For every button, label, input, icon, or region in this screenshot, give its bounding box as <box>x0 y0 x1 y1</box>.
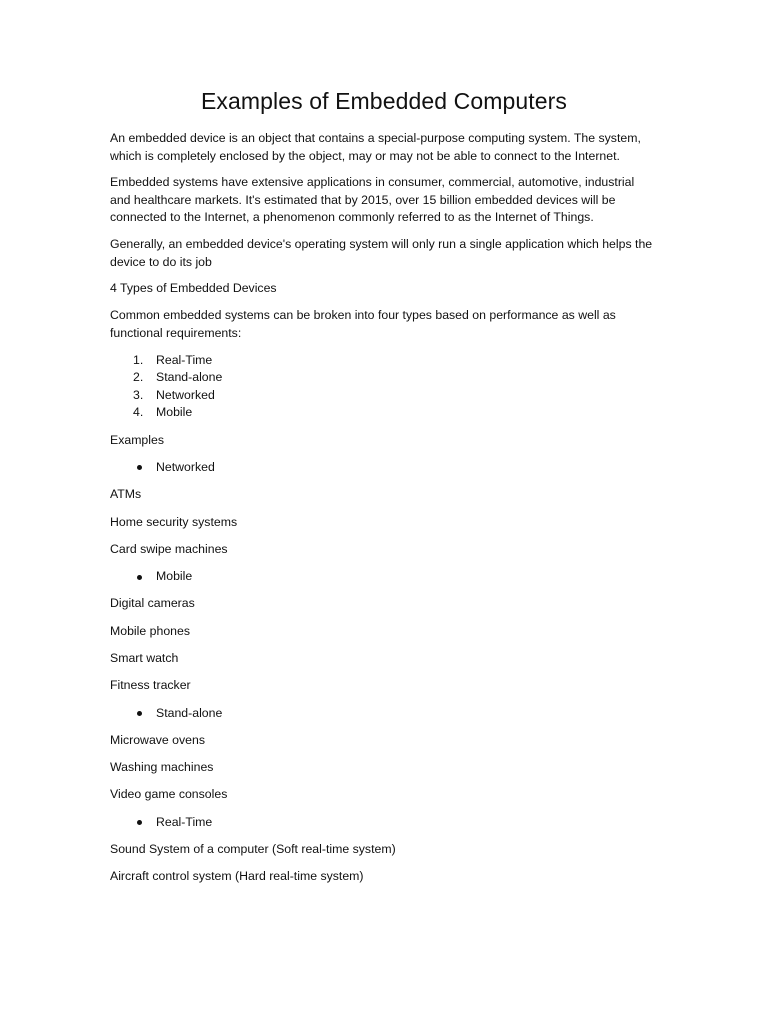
bullet-stand-alone <box>110 705 658 723</box>
example-item: Sound System of a computer (Soft real-time system) <box>110 841 396 856</box>
example-item: Aircraft control system (Hard real-time system) <box>110 869 364 884</box>
list-item-label: Networked <box>156 387 215 402</box>
bullet-label: Networked <box>156 459 215 474</box>
types-list <box>110 352 658 422</box>
bullet-dot-icon <box>137 820 142 825</box>
bullet-label: Mobile <box>156 569 193 584</box>
list-item-number: 1. <box>133 352 144 367</box>
list-item-number: 4. <box>133 405 144 420</box>
example-item: ATMs <box>110 487 142 502</box>
list-item <box>110 369 658 387</box>
example-item: Smart watch <box>110 650 179 665</box>
bullet-dot-icon <box>137 711 142 716</box>
list-item <box>110 387 658 405</box>
page-title: Examples of Embedded Computers <box>200 88 568 114</box>
list-item-label: Stand-alone <box>156 370 223 385</box>
examples-heading: Examples <box>110 432 164 447</box>
list-item <box>110 352 658 370</box>
bullet-label: Real-Time <box>156 814 213 829</box>
bullet-mobile <box>110 568 658 586</box>
example-item: Video game consoles <box>110 787 228 802</box>
example-item: Digital cameras <box>110 596 195 611</box>
document-content <box>110 86 658 895</box>
example-item: Fitness tracker <box>110 678 191 693</box>
bullet-dot-icon <box>137 575 142 580</box>
example-item: Microwave ovens <box>110 732 205 747</box>
types-heading: 4 Types of Embedded Devices <box>110 281 277 296</box>
example-item: Mobile phones <box>110 623 190 638</box>
list-item <box>110 404 658 422</box>
bullet-real-time <box>110 814 658 832</box>
example-item: Home security systems <box>110 514 238 529</box>
intro-paragraph-1: An embedded device is an object that contains a special-purpose computing system. The system, which is completely enclosed by the object, may or may not be able to connect to the Internet. <box>110 131 641 163</box>
intro-paragraph-3: Generally, an embedded device's operating system will only run a single application which helps the device to do its job <box>110 236 653 269</box>
example-item: Washing machines <box>110 760 214 775</box>
intro-paragraph-2: Embedded systems have extensive applications in consumer, commercial, automotive, industrial and healthcare markets. It's estimated that by 2015, over 15 billion embedded devices will be connected to the Internet, a phenomenon commonly referred to as the Internet of Things. <box>110 175 635 225</box>
bullet-networked <box>110 459 658 477</box>
list-item-number: 3. <box>133 387 144 402</box>
example-item: Card swipe machines <box>110 541 228 556</box>
types-intro-paragraph: Common embedded systems can be broken into four types based on performance as well as functional requirements: <box>110 308 616 341</box>
list-item-label: Real-Time <box>156 352 213 367</box>
bullet-dot-icon <box>137 465 142 470</box>
bullet-label: Stand-alone <box>156 705 223 720</box>
list-item-number: 2. <box>133 370 144 385</box>
list-item-label: Mobile <box>156 405 193 420</box>
